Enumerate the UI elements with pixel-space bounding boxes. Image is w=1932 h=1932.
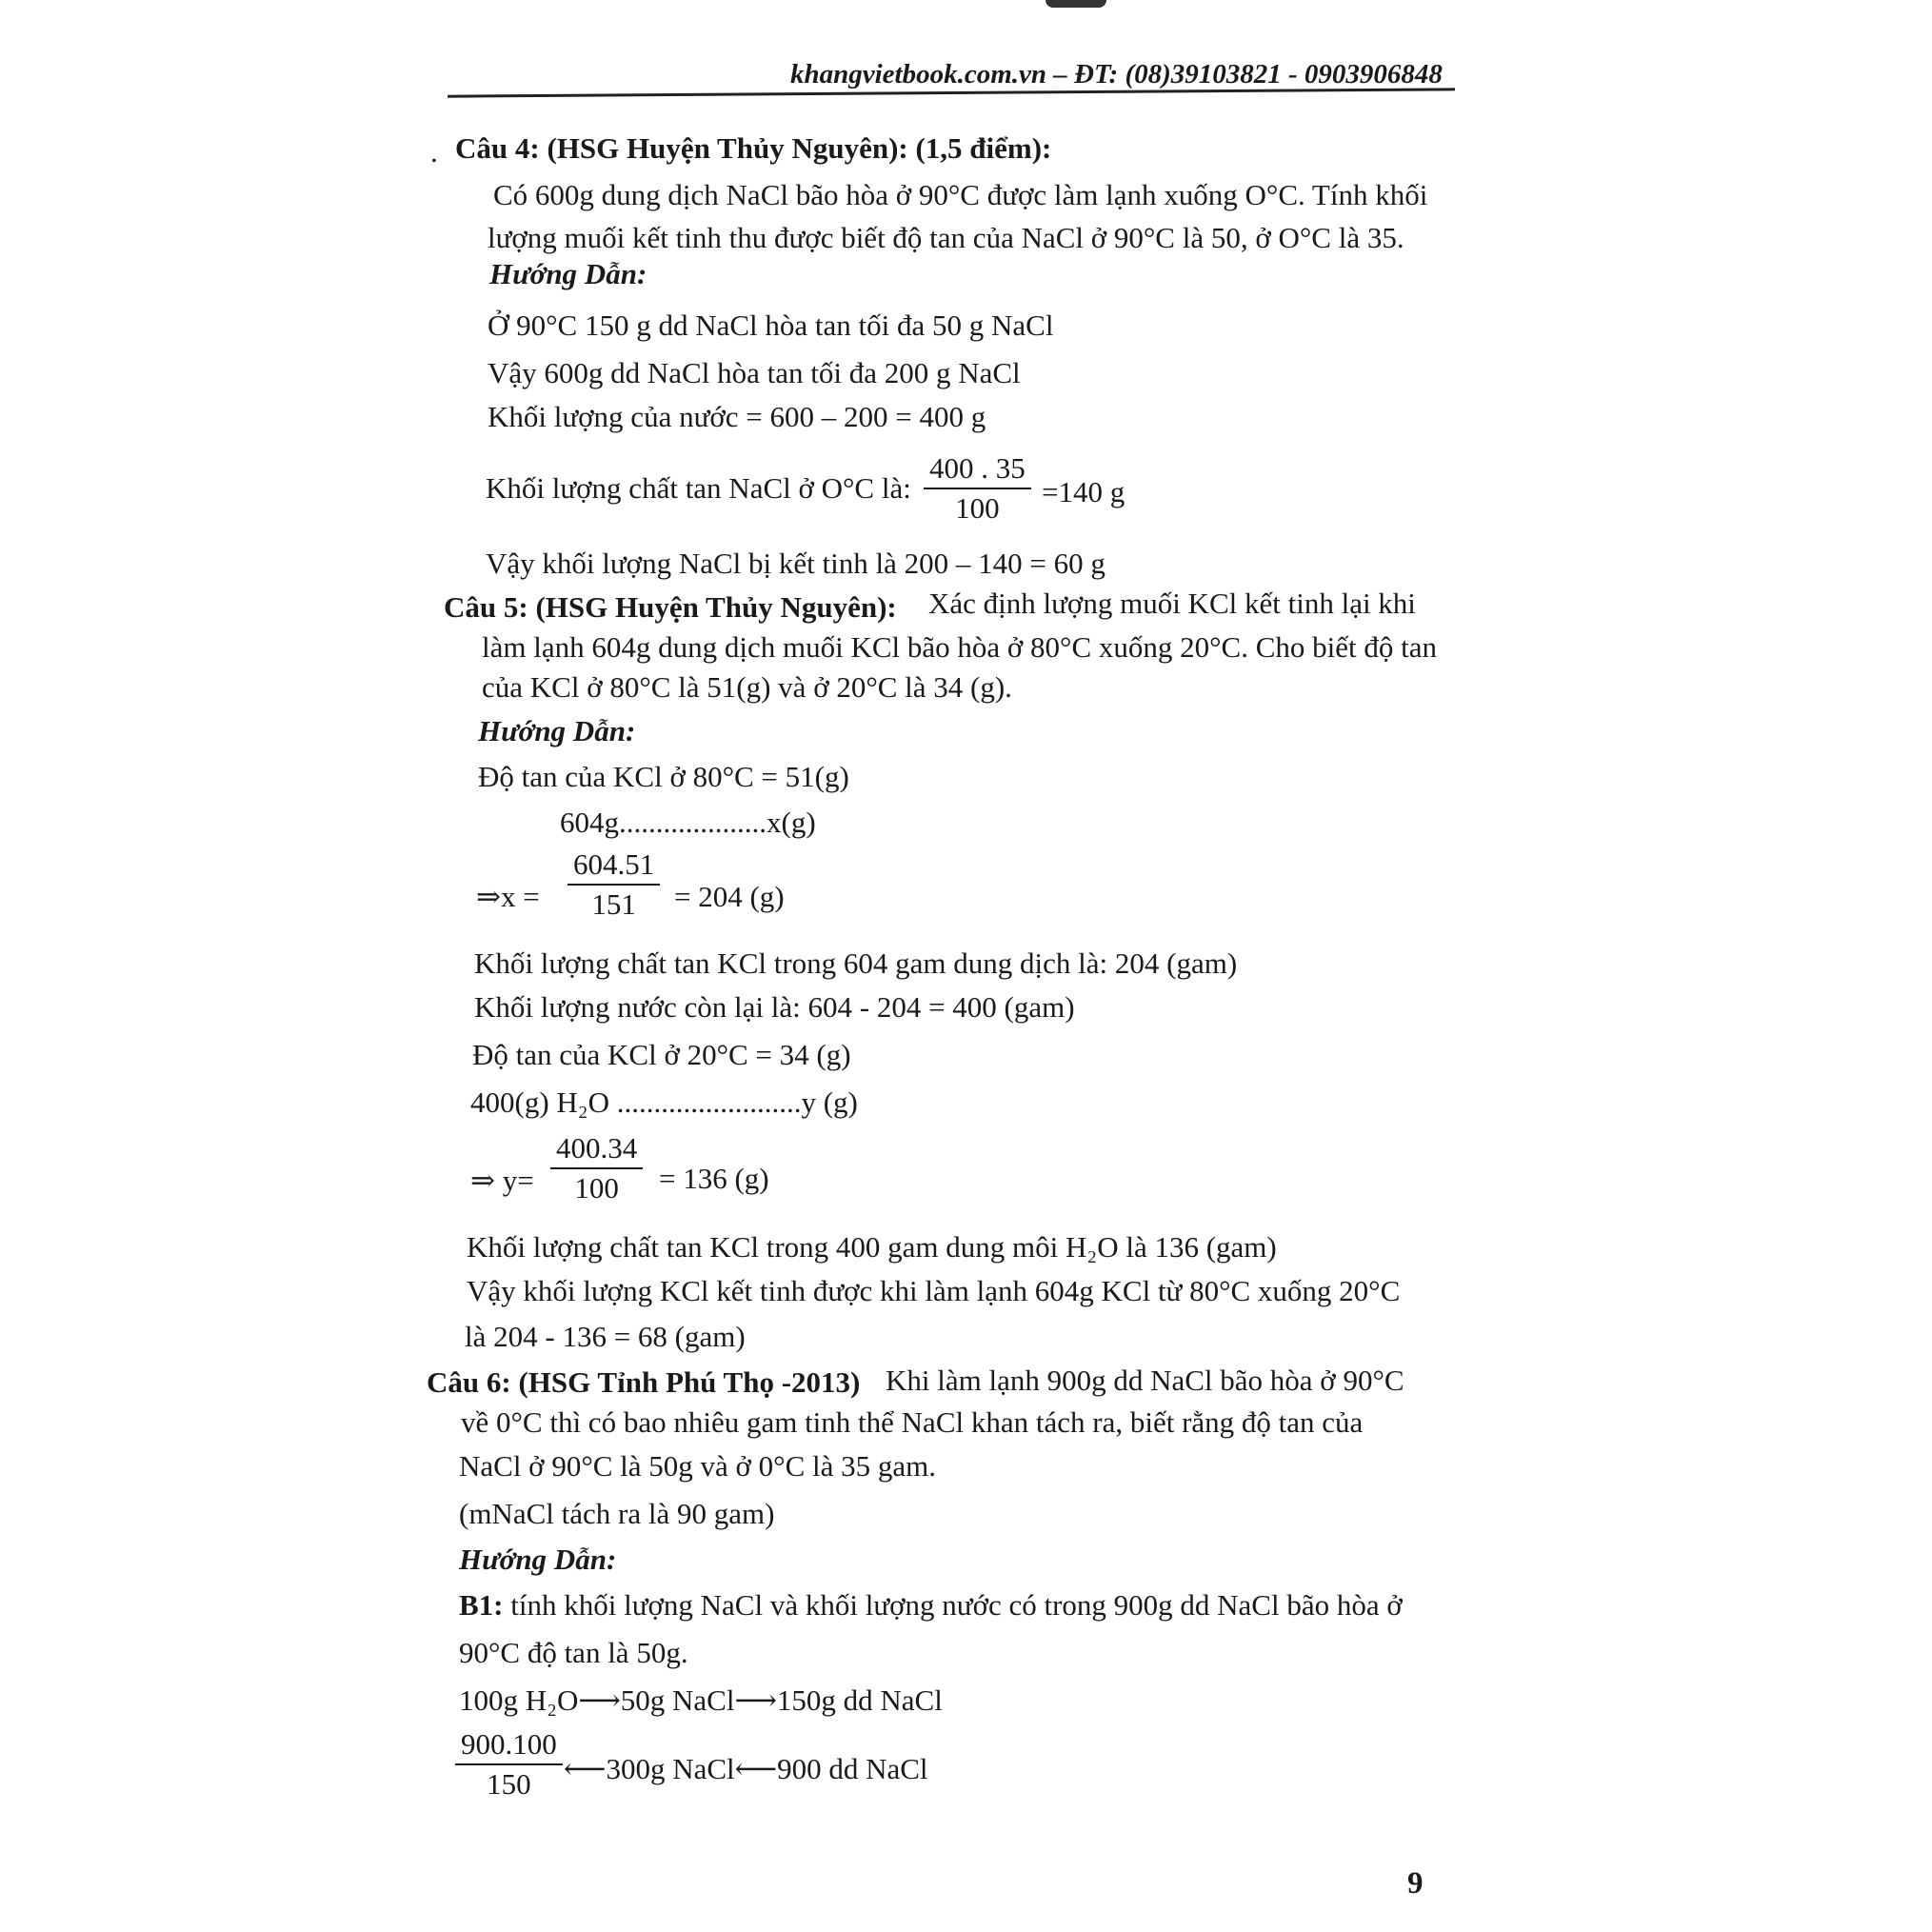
q5-step-4: Khối lượng chất tan KCl trong 604 gam dung dịch là: 204 (gam) <box>474 946 1238 980</box>
q6-b1-text: tính khối lượng NaCl và khối lượng nước có trong 900g dd NaCl bão hòa ở <box>510 1588 1403 1622</box>
q6-fraction-numerator: 900.100 <box>461 1727 557 1761</box>
q6-fraction-denominator: 150 <box>487 1767 531 1801</box>
top-decoration <box>1046 0 1106 8</box>
q5-problem-line-1: Xác định lượng muối KCl kết tinh lại khi <box>928 587 1416 620</box>
q6-reaction-2: ⟵300g NaCl⟵900 dd NaCl <box>564 1752 928 1785</box>
q5-fraction-x-numerator: 604.51 <box>573 847 655 881</box>
q5-step-1: Độ tan của KCl ở 80°C = 51(g) <box>478 760 849 793</box>
q5-fraction-y-denominator: 100 <box>574 1171 619 1205</box>
q5-guide-heading: Hướng Dẫn: <box>478 714 636 747</box>
q5-problem-line-3: của KCl ở 80°C là 51(g) và ở 20°C là 34 (g). <box>482 670 1012 704</box>
page-number: 9 <box>1407 1866 1424 1901</box>
page-header: khangvietbook.com.vn – ĐT: (08)39103821 - 0903906848 <box>790 59 1443 90</box>
q4-problem-line-1: Có 600g dung dịch NaCl bão hòa ở 90°C được làm lạnh xuống O°C. Tính khối <box>493 178 1428 211</box>
q4-step-4-result: =140 g <box>1042 475 1125 508</box>
q4-step-3: Khối lượng của nước = 600 – 200 = 400 g <box>488 400 986 433</box>
q5-step-8-label: ⇒ y= <box>470 1164 534 1197</box>
q4-bullet: . <box>430 135 438 169</box>
q4-fraction <box>924 449 1031 528</box>
q4-fraction-denominator: 100 <box>955 491 1000 525</box>
q6-b1-label: B1: <box>459 1588 504 1622</box>
q4-fraction-numerator: 400 . 35 <box>929 451 1026 485</box>
q5-step-3-result: = 204 (g) <box>674 880 785 913</box>
q6-problem-line-3: NaCl ở 90°C là 50g và ở 0°C là 35 gam. <box>459 1449 936 1483</box>
q5-step-5: Khối lượng nước còn lại là: 604 - 204 = 400 (gam) <box>474 990 1075 1024</box>
q4-guide-heading: Hướng Dẫn: <box>489 257 647 290</box>
q5-problem-line-2: làm lạnh 604g dung dịch muối KCl bão hòa ở 80°C xuống 20°C. Cho biết độ tan <box>482 630 1437 664</box>
q6-reaction-1: 100g H₂O⟶50g NaCl⟶150g dd NaCl <box>459 1683 943 1717</box>
q6-b1-text-2: 90°C độ tan là 50g. <box>459 1636 688 1669</box>
q5-step-8-result: = 136 (g) <box>659 1162 769 1195</box>
q4-title: Câu 4: (HSG Huyện Thủy Nguyên): (1,5 điểm): <box>455 131 1052 165</box>
q5-fraction-y-numerator: 400.34 <box>556 1131 638 1165</box>
q4-step-5: Vậy khối lượng NaCl bị kết tinh là 200 – 140 = 60 g <box>486 547 1105 580</box>
q5-step-6: Độ tan của KCl ở 20°C = 34 (g) <box>472 1038 851 1071</box>
q6-b1 <box>459 1586 1403 1624</box>
q6-answer: (mNaCl tách ra là 90 gam) <box>459 1497 775 1530</box>
q5-title: Câu 5: (HSG Huyện Thủy Nguyên): <box>444 590 897 624</box>
q5-step-11: là 204 - 136 = 68 (gam) <box>465 1320 746 1353</box>
q6-title: Câu 6: (HSG Tỉnh Phú Thọ -2013) <box>427 1365 861 1399</box>
q5-step-7: 400(g) H₂O .........................y (g) <box>470 1086 858 1119</box>
q4-step-2: Vậy 600g dd NaCl hòa tan tối đa 200 g NaCl <box>488 356 1021 389</box>
q6-guide-heading: Hướng Dẫn: <box>459 1543 617 1576</box>
q5-fraction-y <box>550 1129 643 1207</box>
q4-step-1: Ở 90°C 150 g dd NaCl hòa tan tối đa 50 g NaCl <box>488 309 1054 342</box>
q5-fraction-x <box>568 846 660 924</box>
q6-problem-line-2: về 0°C thì có bao nhiêu gam tinh thể NaCl khan tách ra, biết rằng độ tan của <box>461 1405 1364 1439</box>
q4-problem-line-2: lượng muối kết tinh thu được biết độ tan của NaCl ở 90°C là 50, ở O°C là 35. <box>488 221 1404 254</box>
q6-fraction <box>455 1725 563 1803</box>
q5-step-3-label: ⇒x = <box>476 880 540 913</box>
q6-problem-line-1: Khi làm lạnh 900g dd NaCl bão hòa ở 90°C <box>886 1364 1404 1397</box>
q5-step-9: Khối lượng chất tan KCl trong 400 gam dung môi H₂O là 136 (gam) <box>467 1230 1277 1264</box>
q5-step-2: 604g....................x(g) <box>560 806 816 839</box>
q5-fraction-x-denominator: 151 <box>591 887 636 921</box>
q5-step-10: Vậy khối lượng KCl kết tinh được khi làm lạnh 604g KCl từ 80°C xuống 20°C <box>467 1274 1401 1307</box>
q4-step-4-label: Khối lượng chất tan NaCl ở O°C là: <box>486 471 911 505</box>
